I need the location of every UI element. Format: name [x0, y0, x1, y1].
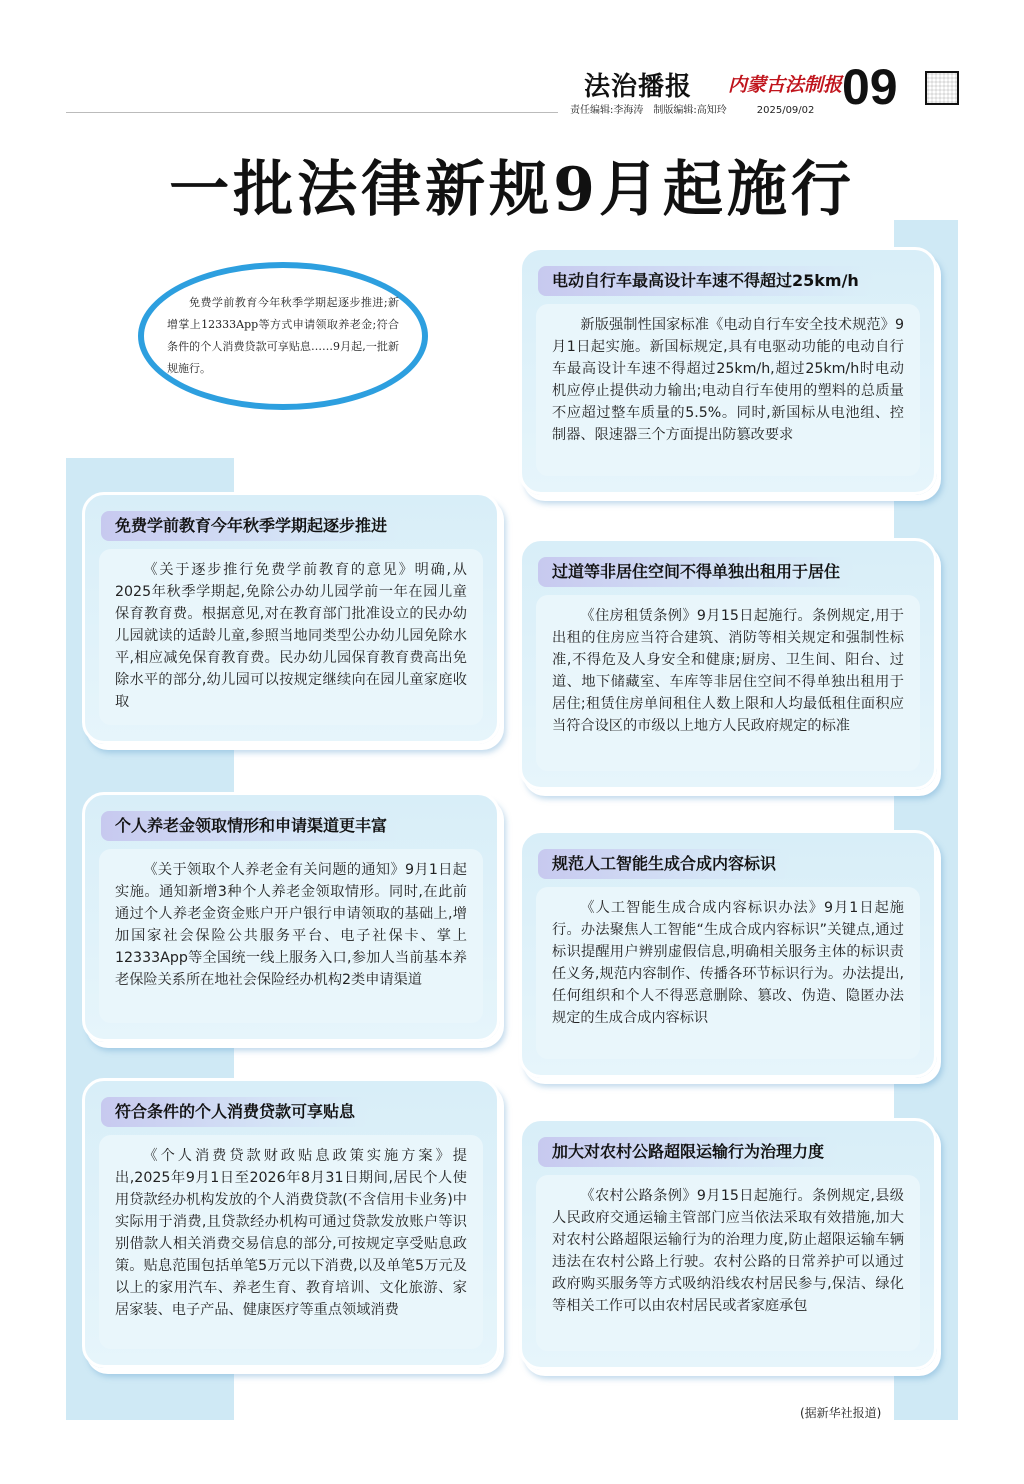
card-text: 《住房租赁条例》9月15日起施行。条例规定,用于出租的住房应当符合建筑、消防等相关规定和强制性标准,不得危及人身安全和健康;厨房、卫生间、阳台、过道、地下储藏室、车库等非居住空间不得单独出租用于居住;租赁住房单间租住人数上限和人均最低租住面积应当符合设区的市级以上地方人民政府规定的标准 [552, 608, 904, 734]
intro-text: 免费学前教育今年秋季学期起逐步推进;新增掌上12333App等方式申请领取养老金;符合条件的个人消费贷款可享贴息……9月起,一批新规施行。 [167, 296, 399, 375]
issue-date: 2025/09/02 [756, 105, 815, 116]
header-meta [570, 101, 824, 116]
page-title: 一批法律新规9月起施行 [169, 155, 855, 225]
card-title: 个人养老金领取情形和申请渠道更丰富 [101, 811, 401, 841]
news-card-ebike [519, 247, 937, 495]
card-title: 加大对农村公路超限运输行为治理力度 [538, 1137, 838, 1167]
qr-code-icon [925, 71, 959, 105]
card-title: 符合条件的个人消费贷款可享贴息 [101, 1097, 369, 1127]
card-body [536, 887, 920, 1059]
intro-oval [138, 262, 428, 410]
card-text: 新版强制性国家标准《电动自行车安全技术规范》9月1日起实施。新国标规定,具有电驱动功能的电动自行车最高设计车速不得超过25km/h,超过25km/h时电动机应停止提供动力输出;电动自行车使用的塑料的总质量不应超过整车质量的5.5%。同时,新国标从电池组、控制器、限速器三个方面提出防篡改要求 [552, 317, 904, 443]
card-text: 《关于逐步推行免费学前教育的意见》明确,从2025年秋季学期起,免除公办幼儿园学前一年在园儿童保育教育费。根据意见,对在教育部门批准设立的民办幼儿园就读的适龄儿童,参照当地同类型公办幼儿园免除水平,相应减免保育教育费。民办幼儿园保育教育费高出免除水平的部分,幼儿园可以按规定继续向在园儿童家庭收取 [115, 562, 467, 710]
card-text: 《关于领取个人养老金有关问题的通知》9月1日起实施。通知新增3种个人养老金领取情形。同时,在此前通过个人养老金资金账户开户银行申请领取的基础上,增加国家社会保险公共服务平台、电子社保卡、掌上12333App等全国统一线上服务入口,参加人当前基本养老保险关系所在地社会保险经办机构2类申请渠道 [115, 862, 467, 988]
news-card-rural-road [519, 1118, 937, 1370]
news-card-ai-label [519, 830, 937, 1078]
header-section-name: 法治播报 [584, 72, 693, 102]
card-title: 免费学前教育今年秋季学期起逐步推进 [101, 511, 401, 541]
card-body [536, 1175, 920, 1351]
source-credit: (据新华社报道) [800, 1406, 882, 1420]
layout-editor-credit: 制版编辑:高知玲 [653, 105, 727, 116]
card-text: 《个人消费贷款财政贴息政策实施方案》提出,2025年9月1日至2026年8月31日期间,居民个人使用贷款经办机构发放的个人消费贷款(不含信用卡业务)中实际用于消费,且贷款经办机构可通过贷款发放账户等识别借款人相关消费交易信息的部分,可按规定享受贴息政策。贴息范围包括单笔5万元以下消费,以及单笔5万元及以上的家用汽车、养老生育、教育培训、文化旅游、家居家装、电子产品、健康医疗等重点领域消费 [115, 1148, 467, 1318]
news-card-rental [519, 538, 937, 790]
card-title: 电动自行车最高设计车速不得超过25km/h [538, 266, 873, 296]
news-card-consumer-loan [82, 1078, 500, 1368]
header-paper-logo: 内蒙古法制报 [728, 74, 843, 96]
card-body [536, 304, 920, 476]
card-body [99, 849, 483, 1023]
news-card-preschool [82, 492, 500, 744]
card-title: 规范人工智能生成合成内容标识 [538, 849, 790, 879]
card-text: 《农村公路条例》9月15日起施行。条例规定,县级人民政府交通运输主管部门应当依法采取有效措施,加大对农村公路超限运输行为的治理力度,防止超限运输车辆违法在农村公路上行驶。农村公路的日常养护可以通过政府购买服务等方式吸纳沿线农村居民参与,保洁、绿化等相关工作可以由农村居民或者家庭承包 [552, 1188, 904, 1314]
page-number: 09 [842, 59, 898, 115]
header-rule [66, 112, 558, 113]
card-body [99, 1135, 483, 1349]
editor-credit: 责任编辑:李海涛 [570, 105, 644, 116]
news-card-pension [82, 792, 500, 1042]
card-text: 《人工智能生成合成内容标识办法》9月1日起施行。办法聚焦人工智能“生成合成内容标识”关键点,通过标识提醒用户辨别虚假信息,明确相关服务主体的标识责任义务,规范内容制作、传播各环节标识行为。办法提出,任何组织和个人不得恶意删除、篡改、伪造、隐匿办法规定的生成合成内容标识 [552, 900, 904, 1026]
card-body [99, 549, 483, 725]
card-body [536, 595, 920, 771]
card-title: 过道等非居住空间不得单独出租用于居住 [538, 557, 854, 587]
